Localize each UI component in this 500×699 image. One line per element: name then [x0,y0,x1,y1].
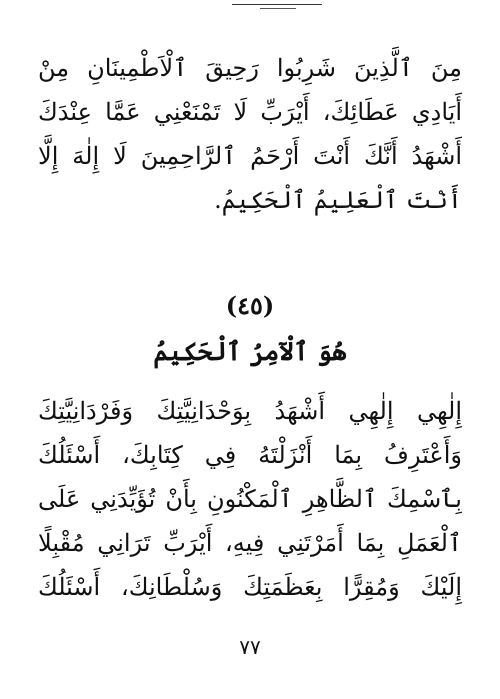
paragraph-continuation [38,46,462,222]
text-line: إِلٰهِي إِلٰهِي أَشْهَدُ بِوَحْدَانِيَّتِكَ وَفَرْدَانِيَّتِكَ [38,397,462,425]
text-line: أَنْتَ ٱلْعَلِيمُ ٱلْحَكِيمُ. [214,186,462,214]
header-rule [232,4,322,5]
text-line: أَشْهَدُ أَنَّكَ أَنْتَ أَرْحَمُ ٱلرَّاحِمِينَ لَا إِلٰهَ إِلَّا [38,142,462,170]
section-number: (٤٥) [225,291,275,320]
text-line: بِٱسْمِكَ ٱلظَّاهِرِ ٱلْمَكْنُونِ بِأَنْ تُؤَيِّدَنِي عَلَى [38,485,462,513]
text-line: مِنَ ٱلَّذِينَ شَرِبُوا رَحِيقَ ٱلْاَطْمِينَانِ مِنْ [38,54,462,82]
prayer-paragraph [38,389,462,609]
text-line: إِلَيْكَ وَمُقِرًّا بِعَظَمَتِكَ وَسُلْطَانِكَ، أَسْئَلُكَ [38,573,462,601]
text-line: ٱلْعَمَلِ بِمَا أَمَرْتَنِي فِيهِ، أَيْرَبِّ تَرَانِي مُقْبِلًا [38,529,462,557]
section-title: هُوَ ٱلْآمِرُ ٱلْحَكِيمُ [153,337,347,366]
page-number: ٧٧ [239,635,261,659]
text-line: وَأَعْتَرِفُ بِمَا أَنْزَلْتَهُ فِي كِتَابِكَ، أَسْئَلُكَ [38,441,462,469]
header-rule-short [260,8,296,9]
text-line: أَيَادِي عَطَائِكَ، أَيْرَبِّ لَا تَمْنَعْنِي عَمَّا عِنْدَكَ [38,98,462,126]
